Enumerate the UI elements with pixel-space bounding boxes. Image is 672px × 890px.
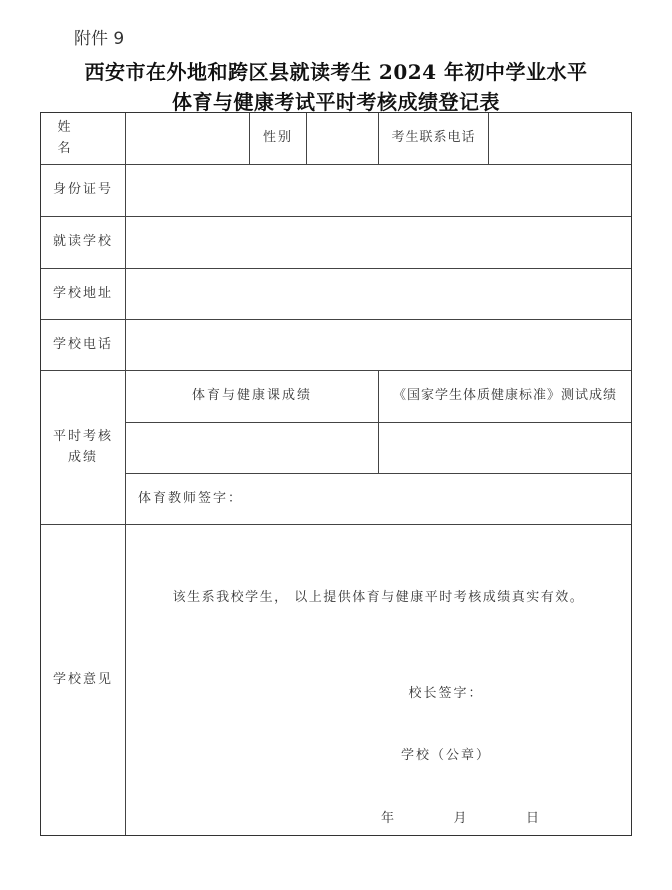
school-seal-label: 学校（公章） <box>400 747 491 763</box>
registration-form-table <box>40 112 632 836</box>
form-title-line-1: 西安市在外地和跨区县就读考生 2024 年初中学业水平 <box>84 60 588 84</box>
gender-field[interactable] <box>307 113 377 164</box>
school-phone-label: 学校电话 <box>52 336 113 352</box>
pe-teacher-signature-label: 体育教师签字： <box>138 490 244 506</box>
score-section-label-line-1: 平时考核 <box>52 428 113 444</box>
school-label: 就读学校 <box>52 234 113 250</box>
school-phone-field[interactable] <box>126 320 631 370</box>
id-number-field[interactable] <box>126 165 631 216</box>
school-address-field[interactable] <box>126 269 631 319</box>
gender-label: 性别 <box>262 130 293 146</box>
date-year-label: 年 <box>381 810 397 826</box>
row-divider <box>41 524 631 525</box>
attachment-label: 附件 9 <box>74 29 125 49</box>
contact-phone-label: 考生联系电话 <box>391 130 476 146</box>
score-section-label-line-2: 成绩 <box>67 449 98 465</box>
fitness-standard-score-field[interactable] <box>379 423 631 473</box>
date-line <box>381 806 541 832</box>
date-day-label: 日 <box>525 810 541 826</box>
name-label: 姓 名 <box>57 119 109 156</box>
pe-course-score-label: 体育与健康课成绩 <box>191 388 312 404</box>
school-address-label: 学校地址 <box>52 285 113 301</box>
score-section-label <box>41 371 125 524</box>
contact-phone-field[interactable] <box>489 113 631 164</box>
school-opinion-label: 学校意见 <box>52 671 113 687</box>
fitness-standard-label: 《国家学生体质健康标准》测试成绩 <box>392 388 617 404</box>
name-field[interactable] <box>126 113 248 164</box>
id-number-label: 身份证号 <box>52 182 113 198</box>
pe-course-score-field[interactable] <box>126 423 378 473</box>
date-month-label: 月 <box>453 810 469 826</box>
school-field[interactable] <box>126 217 631 268</box>
principal-signature-label: 校长签字： <box>408 685 484 701</box>
school-statement: 该生系我校学生， 以上提供体育与健康平时考核成绩真实有效。 <box>172 589 585 605</box>
form-title-line-2: 体育与健康考试平时考核成绩登记表 <box>172 90 500 114</box>
